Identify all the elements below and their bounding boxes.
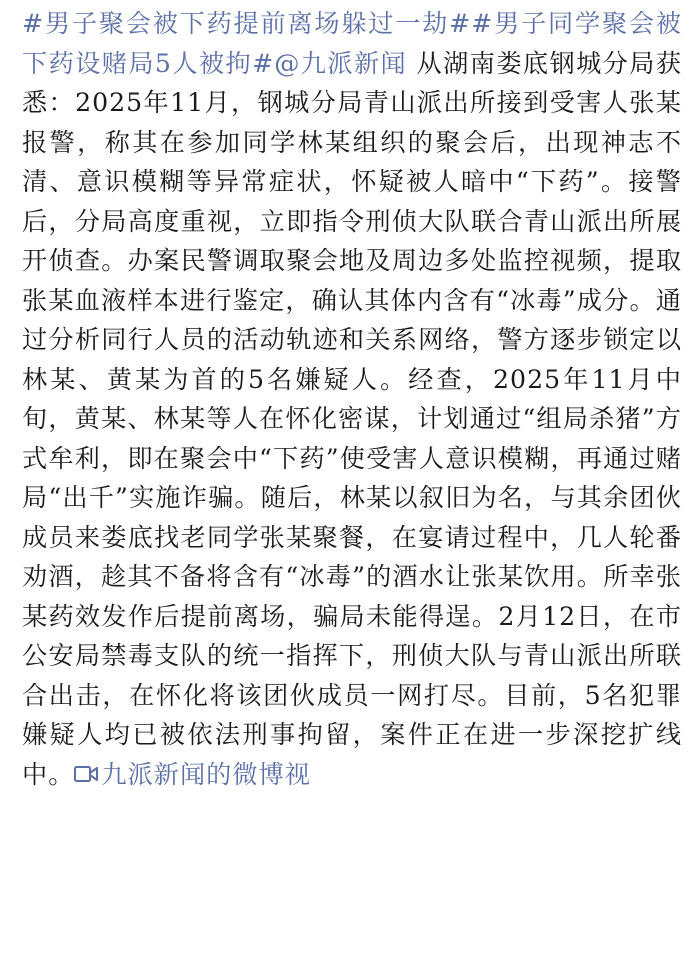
topic-tag-drugged-party[interactable]: #男子聚会被下药提前离场躲过一劫# xyxy=(22,9,472,38)
video-link-label: 九派新闻的微博视 xyxy=(101,759,311,789)
weibo-post-text xyxy=(22,4,682,794)
post-body: 从湖南娄底钢城分局获悉：2025年11月，钢城分局青山派出所接到受害人张某报警，称其在参加同学林某组织的聚会后，出现神志不清、意识模糊等异常症状，怀疑被人暗中“下药”。接警后，分局高度重视，立即指令刑侦大队联合青山派出所展开侦查。办案民警调取聚会地及周边多处监控视频，提取张某血液样本进行鉴定，确认其体内含有“冰毒”成分。通过分析同行人员的活动轨迹和关系网络，警方逐步锁定以林某、黄某为首的5名嫌疑人。经查，2025年11月中旬，黄某、林某等人在怀化密谋，计划通过“组局杀猪”方式牟利，即在聚会中“下药”使受害人意识模糊，再通过赌局“出千”实施诈骗。随后，林某以叙旧为名，与其余团伙成员来娄底找老同学张某聚餐，在宴请过程中，几人轮番劝酒，趁其不备将含有“冰毒”的酒水让张某饮用。所幸张某药效发作后提前离场，骗局未能得逞。2月12日，在市公安局禁毒支队的统一指挥下，刑侦大队与青山派出所联合出击，在怀化将该团伙成员一网打尽。目前，5名犯罪嫌疑人均已被依法刑事拘留，案件正在进一步深挖扩线中。 xyxy=(22,48,683,789)
weibo-video-link[interactable] xyxy=(74,760,311,789)
topic-tag-gambling-detained[interactable]: #男子同学聚会被下药设赌局5人被拘# xyxy=(22,9,682,78)
video-camera-icon xyxy=(74,765,98,783)
mention-jiupai-news[interactable]: @九派新闻 xyxy=(274,48,408,78)
